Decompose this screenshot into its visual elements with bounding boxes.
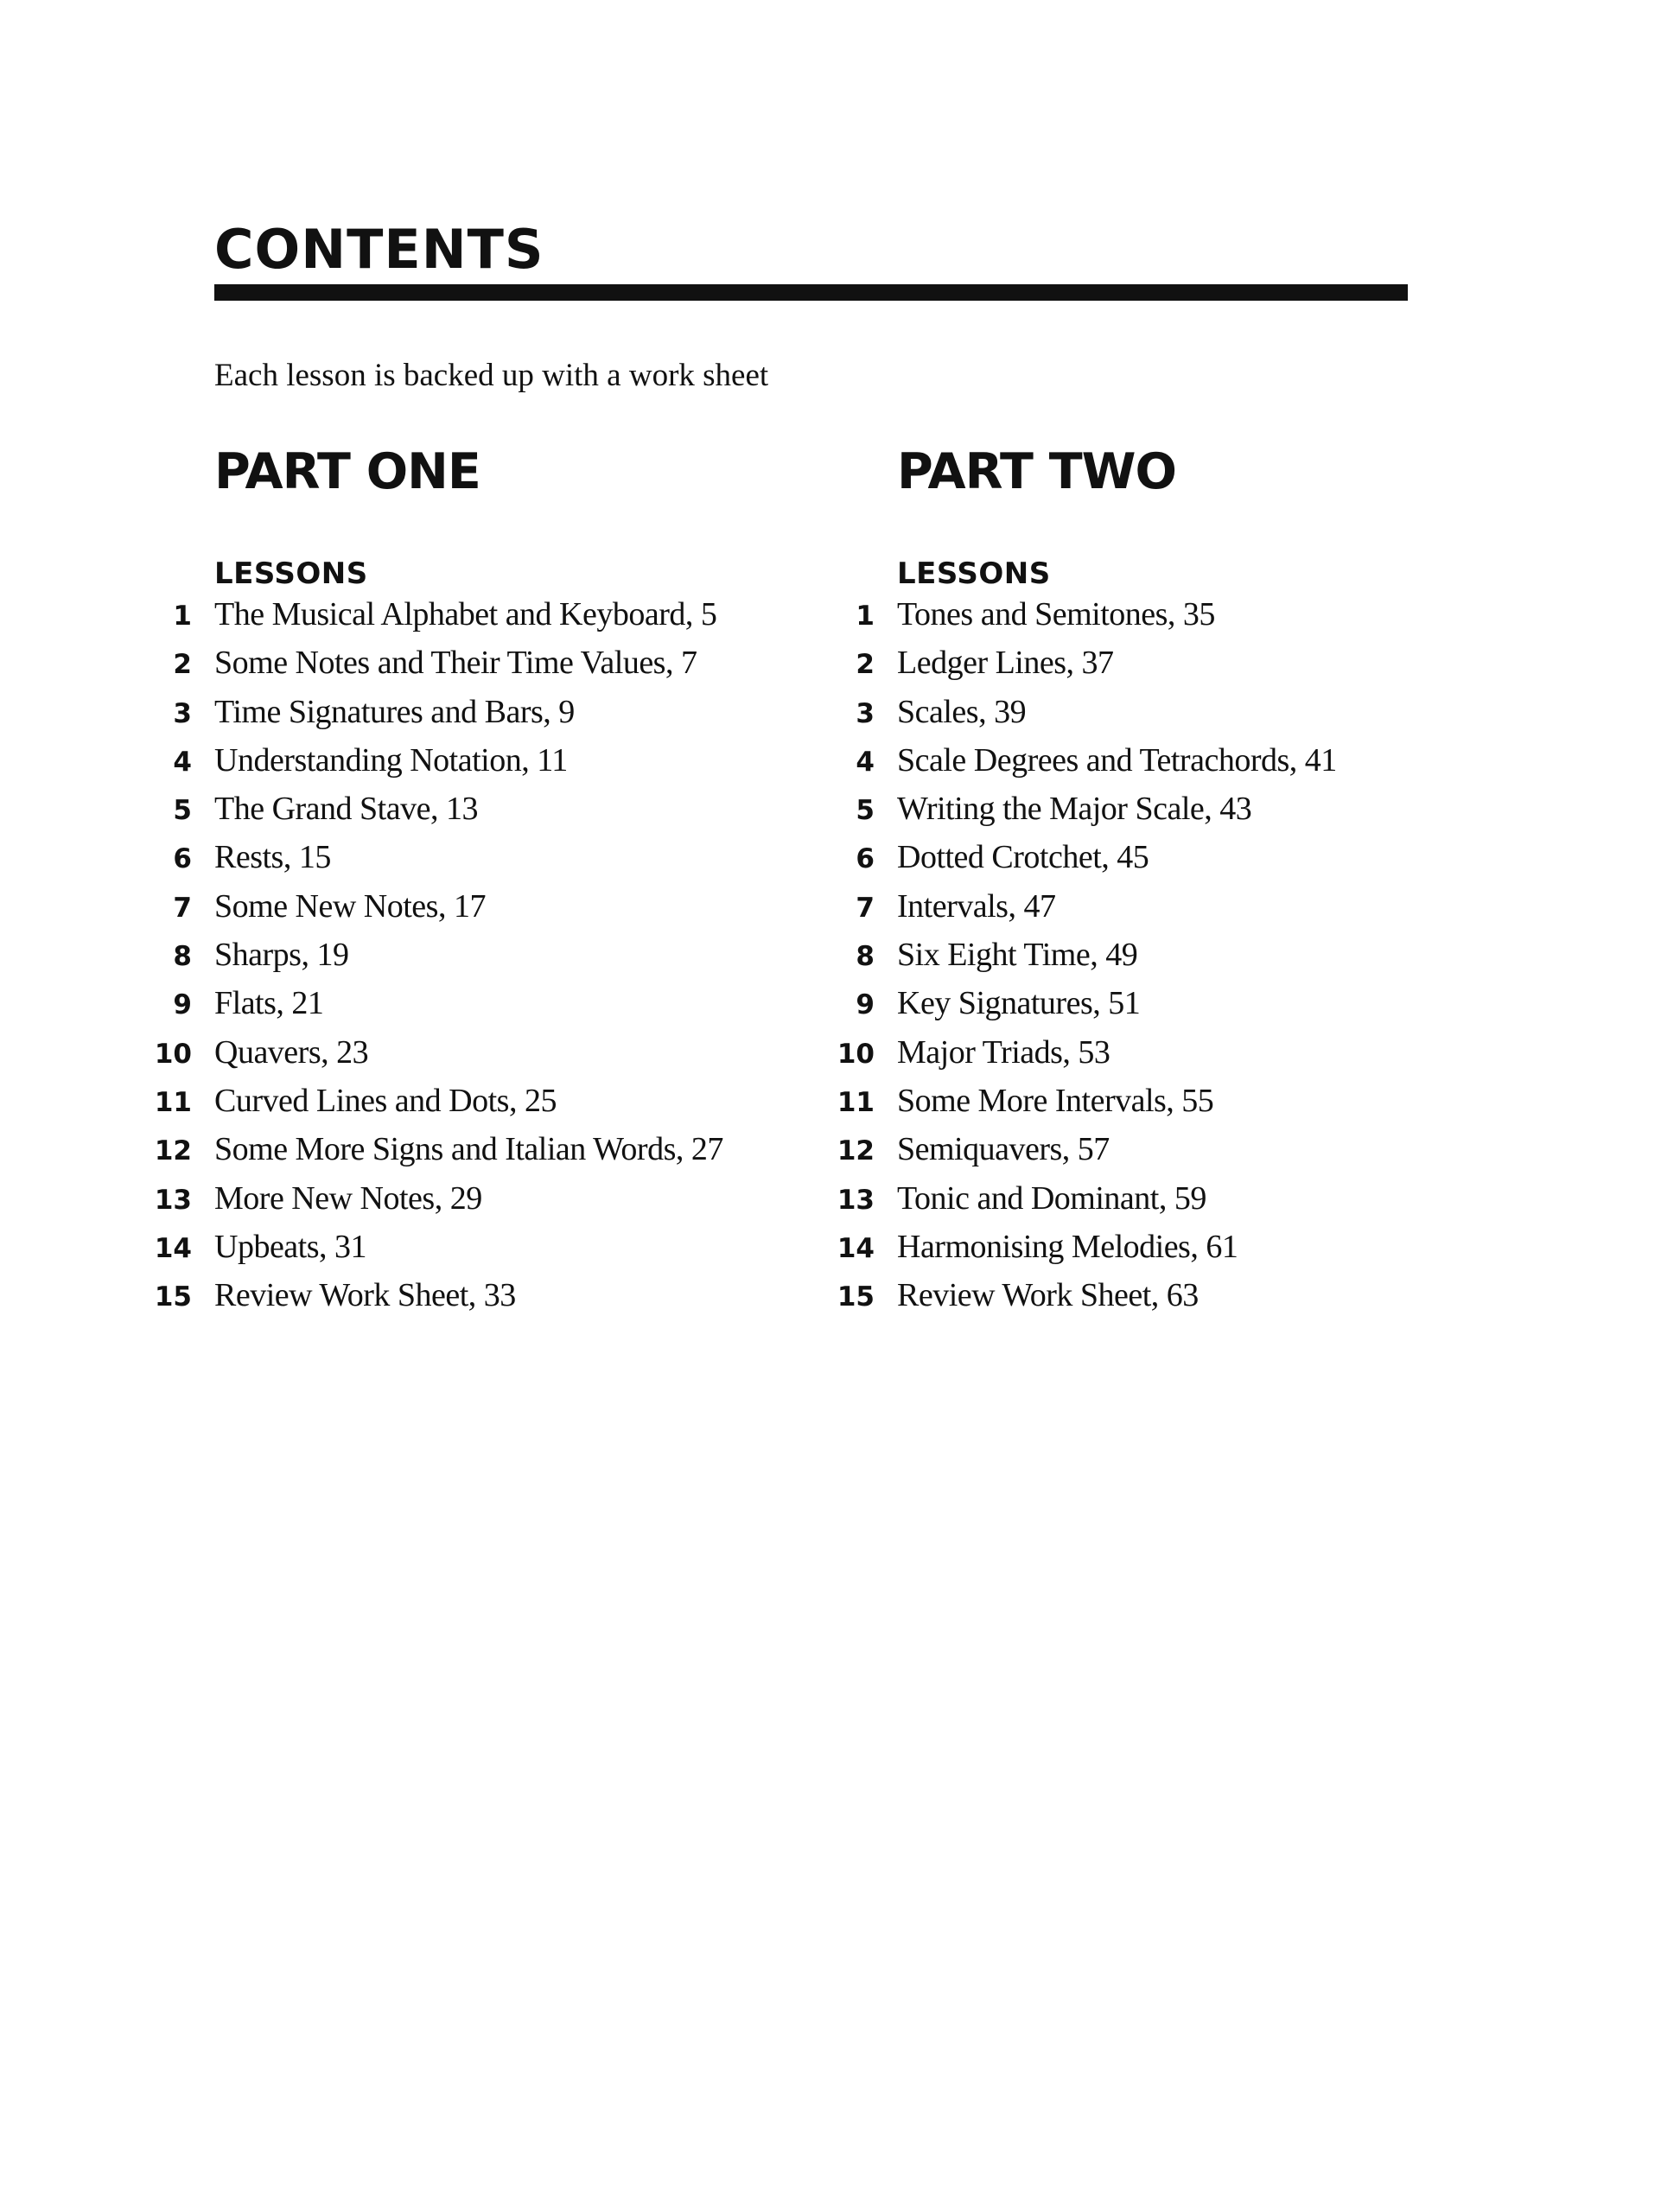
lesson-number: 7 — [856, 892, 875, 924]
lesson-item — [812, 1130, 1337, 1179]
lesson-number: 13 — [154, 1184, 192, 1216]
lesson-item — [130, 838, 723, 887]
lesson-item — [812, 595, 1337, 644]
lesson-item — [130, 1033, 723, 1082]
lesson-title: Some More Intervals, 55 — [897, 1082, 1214, 1119]
lesson-title: Ledger Lines, 37 — [897, 645, 1114, 682]
lesson-item — [130, 984, 723, 1033]
lesson-number: 7 — [173, 892, 192, 924]
lesson-number: 2 — [856, 649, 875, 681]
lesson-title: Understanding Notation, 11 — [214, 741, 568, 779]
part-one-heading: PART ONE — [214, 443, 480, 500]
lesson-title: Harmonising Melodies, 61 — [897, 1228, 1238, 1265]
lesson-number: 10 — [154, 1038, 192, 1070]
lesson-number: 5 — [173, 795, 192, 827]
lesson-title: Some Notes and Their Time Values, 7 — [214, 645, 697, 682]
lesson-number: 6 — [856, 843, 875, 875]
lesson-title: Quavers, 23 — [214, 1033, 369, 1071]
part-one-section — [130, 441, 723, 1325]
lesson-item — [130, 1130, 723, 1179]
lesson-title: Review Work Sheet, 63 — [897, 1277, 1199, 1314]
lesson-number: 2 — [173, 649, 192, 681]
title-rule — [214, 284, 1408, 301]
lesson-item — [812, 693, 1337, 741]
lesson-title: Upbeats, 31 — [214, 1228, 367, 1265]
lesson-title: Time Signatures and Bars, 9 — [214, 693, 575, 730]
lesson-title: Six Eight Time, 49 — [897, 937, 1138, 974]
lesson-number: 4 — [173, 746, 192, 778]
lesson-title: Key Signatures, 51 — [897, 985, 1141, 1022]
lesson-title: Rests, 15 — [214, 839, 331, 876]
lesson-item — [130, 1082, 723, 1130]
lesson-title: The Grand Stave, 13 — [214, 791, 478, 828]
lesson-title: Writing the Major Scale, 43 — [897, 791, 1252, 828]
part-two-lessons-heading: LESSONS — [897, 556, 1051, 591]
lesson-item — [130, 1276, 723, 1325]
lesson-title: Scale Degrees and Tetrachords, 41 — [897, 741, 1337, 779]
lesson-item — [812, 644, 1337, 692]
lesson-item — [812, 1276, 1337, 1325]
lesson-number: 12 — [837, 1135, 875, 1167]
lesson-item — [130, 1228, 723, 1276]
lesson-number: 9 — [173, 989, 192, 1021]
lesson-title: More New Notes, 29 — [214, 1179, 482, 1217]
lesson-item — [130, 887, 723, 936]
part-one-lesson-list — [130, 595, 723, 1325]
lesson-number: 14 — [154, 1232, 192, 1264]
lesson-number: 3 — [173, 697, 192, 729]
lesson-number: 15 — [837, 1281, 875, 1313]
lesson-item — [130, 790, 723, 838]
lesson-item — [812, 741, 1337, 790]
lesson-item — [812, 936, 1337, 984]
lesson-item — [812, 887, 1337, 936]
lesson-item — [812, 1179, 1337, 1228]
lesson-number: 10 — [837, 1038, 875, 1070]
lesson-title: Some More Signs and Italian Words, 27 — [214, 1131, 723, 1168]
lesson-item — [812, 1033, 1337, 1082]
lesson-number: 15 — [154, 1281, 192, 1313]
part-two-heading: PART TWO — [897, 443, 1176, 500]
part-one-lessons-heading: LESSONS — [214, 556, 368, 591]
lesson-number: 8 — [856, 941, 875, 973]
lesson-number: 5 — [856, 795, 875, 827]
lesson-title: Flats, 21 — [214, 985, 324, 1022]
lesson-item — [130, 1179, 723, 1228]
lesson-number: 14 — [837, 1232, 875, 1264]
lesson-title: Some New Notes, 17 — [214, 887, 486, 925]
page-title: CONTENTS — [214, 218, 544, 281]
lesson-item — [812, 1082, 1337, 1130]
lesson-title: Semiquavers, 57 — [897, 1131, 1110, 1168]
lesson-title: Sharps, 19 — [214, 937, 349, 974]
lesson-title: Review Work Sheet, 33 — [214, 1277, 516, 1314]
lesson-title: Tonic and Dominant, 59 — [897, 1179, 1206, 1217]
lesson-number: 8 — [173, 941, 192, 973]
lesson-item — [812, 838, 1337, 887]
lesson-number: 13 — [837, 1184, 875, 1216]
lesson-item — [130, 644, 723, 692]
lesson-title: Dotted Crotchet, 45 — [897, 839, 1149, 876]
lesson-item — [130, 936, 723, 984]
lesson-number: 12 — [154, 1135, 192, 1167]
lesson-title: The Musical Alphabet and Keyboard, 5 — [214, 596, 717, 632]
lesson-item — [812, 790, 1337, 838]
lesson-number: 6 — [173, 843, 192, 875]
lesson-title: Intervals, 47 — [897, 887, 1056, 925]
lesson-title: Tones and Semitones, 35 — [897, 596, 1215, 632]
lesson-item — [130, 595, 723, 644]
lesson-number: 11 — [154, 1086, 192, 1118]
intro-text: Each lesson is backed up with a work sheet — [214, 358, 769, 393]
lesson-title: Scales, 39 — [897, 693, 1027, 730]
lesson-item — [812, 1228, 1337, 1276]
lesson-item — [130, 693, 723, 741]
lesson-number: 4 — [856, 746, 875, 778]
lesson-item — [130, 741, 723, 790]
lesson-number: 9 — [856, 989, 875, 1021]
lesson-number: 11 — [837, 1086, 875, 1118]
lesson-number: 1 — [173, 601, 192, 632]
lesson-title: Curved Lines and Dots, 25 — [214, 1082, 557, 1119]
lesson-number: 1 — [856, 601, 875, 632]
part-two-section — [812, 441, 1337, 1325]
lesson-number: 3 — [856, 697, 875, 729]
lesson-title: Major Triads, 53 — [897, 1033, 1111, 1071]
lesson-item — [812, 984, 1337, 1033]
part-two-lesson-list — [812, 595, 1337, 1325]
